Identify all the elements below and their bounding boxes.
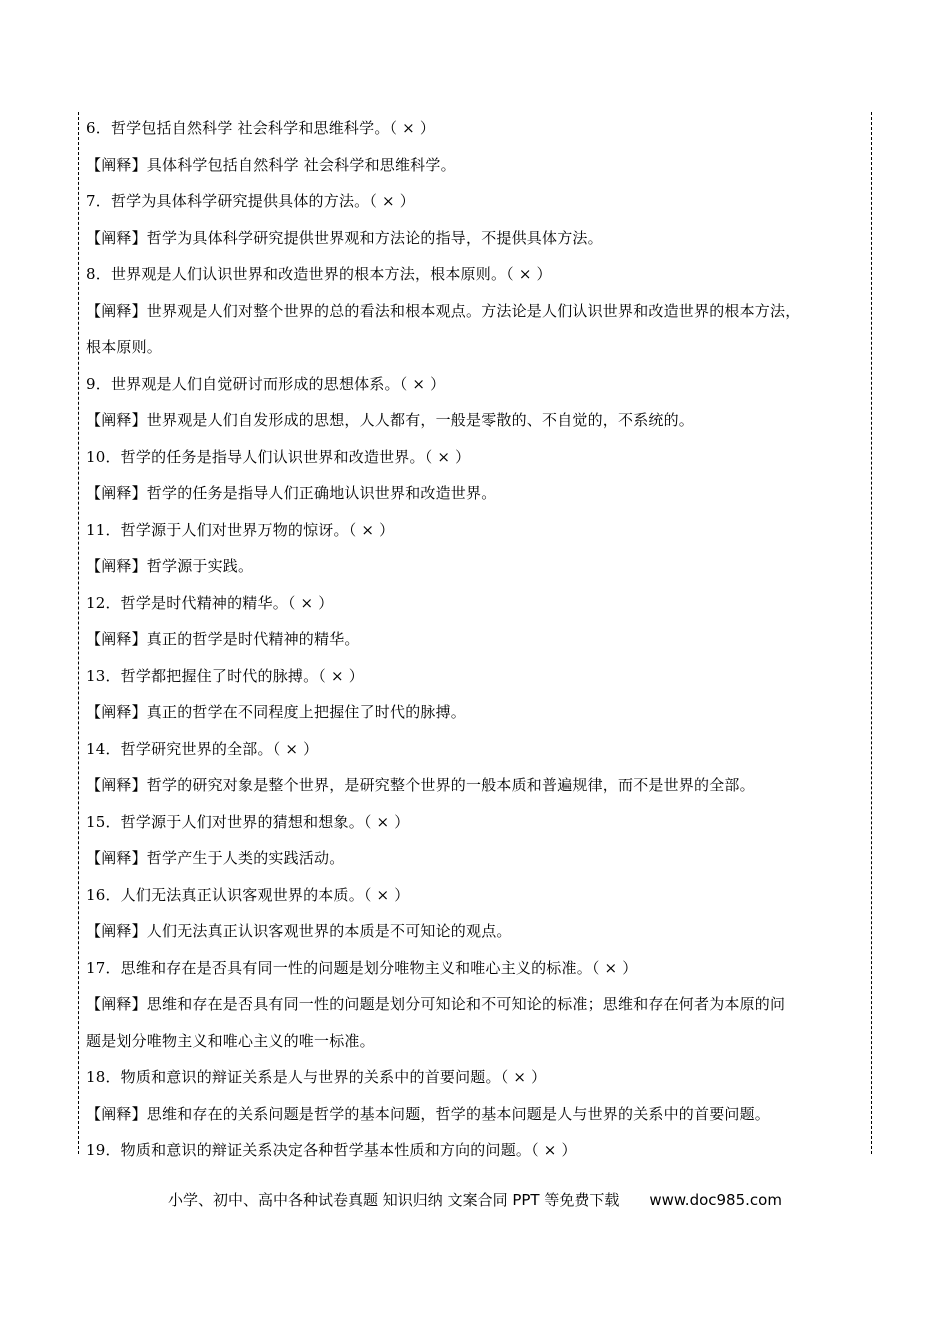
- question-line: 11．哲学源于人们对世界万物的惊讶。（ × ）: [86, 520, 395, 539]
- question-line: 6．哲学包括自然科学 社会科学和思维科学。（ × ）: [86, 119, 436, 137]
- explanation-line: 【阐释】世界观是人们自发形成的思想，人人都有，一般是零散的、不自觉的，不系统的。: [86, 411, 695, 429]
- explanation-line: 【阐释】具体科学包括自然科学 社会科学和思维科学。: [86, 155, 456, 174]
- question-line: 16．人们无法真正认识客观世界的本质。（ × ）: [86, 885, 410, 904]
- explanation-line: 题是划分唯物主义和唯心主义的唯一标准。: [86, 1031, 375, 1050]
- question-list: [86, 110, 868, 1169]
- explanation-line: 【阐释】哲学的任务是指导人们正确地认识世界和改造世界。: [86, 484, 497, 502]
- question-line: 19．物质和意识的辩证关系决定各种哲学基本性质和方向的问题。（ × ）: [86, 1141, 577, 1159]
- page-footer: [0, 1189, 950, 1210]
- explanation-line: 【阐释】哲学为具体科学研究提供世界观和方法论的指导，不提供具体方法。: [86, 228, 603, 247]
- explanation-line: 【阐释】哲学的研究对象是整个世界，是研究整个世界的一般本质和普遍规律，而不是世界的全部。: [86, 776, 755, 794]
- left-dashed-border: [78, 112, 79, 1154]
- question-line: 10．哲学的任务是指导人们认识世界和改造世界。（ × ）: [86, 447, 471, 466]
- question-line: 12．哲学是时代精神的精华。（ × ）: [86, 593, 334, 612]
- explanation-line: 【阐释】真正的哲学在不同程度上把握住了时代的脉搏。: [86, 703, 467, 721]
- question-line: 18．物质和意识的辩证关系是人与世界的关系中的首要问题。（ × ）: [86, 1068, 547, 1086]
- question-line: 8．世界观是人们认识世界和改造世界的根本方法，根本原则。（ × ）: [86, 265, 552, 283]
- explanation-line: 【阐释】思维和存在是否具有同一性的问题是划分可知论和不可知论的标准；思维和存在何者为本原的问: [86, 995, 786, 1013]
- question-line: 13．哲学都把握住了时代的脉搏。（ × ）: [86, 666, 364, 685]
- explanation-line: 根本原则。: [86, 338, 163, 356]
- explanation-line: 【阐释】思维和存在的关系问题是哲学的基本问题，哲学的基本问题是人与世界的关系中的首要问题。: [86, 1104, 771, 1123]
- footer-text: 小学、初中、高中各种试卷真题 知识归纳 文案合同 PPT 等免费下载: [168, 1191, 620, 1209]
- question-line: 17．思维和存在是否具有同一性的问题是划分唯物主义和唯心主义的标准。（ × ）: [86, 958, 638, 977]
- question-line: 15．哲学源于人们对世界的猜想和想象。（ × ）: [86, 812, 410, 831]
- explanation-line: 【阐释】世界观是人们对整个世界的总的看法和根本观点。方法论是人们认识世界和改造世界的根本方法，: [86, 301, 801, 320]
- question-line: 7．哲学为具体科学研究提供具体的方法。（ × ）: [86, 192, 415, 210]
- right-dashed-border: [871, 112, 872, 1154]
- question-line: 14．哲学研究世界的全部。（ × ）: [86, 739, 319, 758]
- explanation-line: 【阐释】哲学源于实践。: [86, 557, 254, 575]
- question-line: 9．世界观是人们自觉研讨而形成的思想体系。（ × ）: [86, 374, 446, 393]
- explanation-line: 【阐释】人们无法真正认识客观世界的本质是不可知论的观点。: [86, 922, 512, 940]
- explanation-line: 【阐释】真正的哲学是时代精神的精华。: [86, 630, 360, 648]
- footer-site-link[interactable]: www.doc985.com: [649, 1191, 782, 1209]
- explanation-line: 【阐释】哲学产生于人类的实践活动。: [86, 849, 345, 867]
